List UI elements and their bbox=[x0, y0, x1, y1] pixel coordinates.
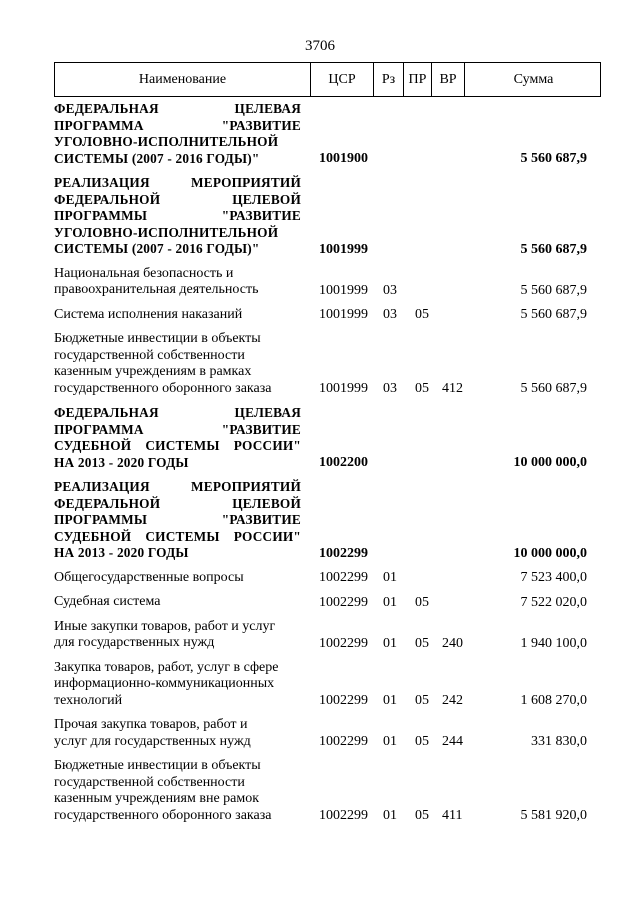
table-row bbox=[54, 101, 601, 167]
table-row bbox=[54, 307, 601, 324]
row-codes bbox=[54, 380, 601, 397]
row-name-line: правоохранительная деятельность bbox=[54, 282, 259, 297]
row-name-line: ПРОГРАММА "РАЗВИТИЕ bbox=[54, 421, 301, 437]
cell-csr: 1002299 bbox=[319, 808, 368, 823]
table-row bbox=[54, 717, 601, 750]
cell-pr: 05 bbox=[415, 307, 429, 322]
cell-csr: 1001900 bbox=[319, 151, 368, 166]
row-name-line: Бюджетные инвестиции в объекты bbox=[54, 758, 261, 773]
cell-sum: 331 830,0 bbox=[531, 734, 587, 749]
cell-sum: 5 560 687,9 bbox=[520, 307, 587, 322]
header-pr: ПР bbox=[403, 63, 431, 96]
row-name-line: УГОЛОВНО-ИСПОЛНИТЕЛЬНОЙ bbox=[54, 224, 279, 240]
row-codes bbox=[54, 594, 601, 611]
row-name-line: ПРОГРАММЫ "РАЗВИТИЕ bbox=[54, 512, 301, 527]
cell-sum: 1 608 270,0 bbox=[520, 693, 587, 708]
header-vr: ВР bbox=[431, 63, 464, 96]
row-name-line: ПРОГРАММЫ "РАЗВИТИЕ bbox=[54, 208, 301, 223]
row-codes bbox=[54, 545, 601, 562]
page-number: 3706 bbox=[305, 38, 335, 54]
cell-csr: 1002299 bbox=[319, 545, 368, 561]
cell-rz: 01 bbox=[383, 693, 397, 708]
row-codes bbox=[54, 569, 601, 586]
row-codes bbox=[54, 454, 601, 471]
row-name-line: ФЕДЕРАЛЬНОЙ ЦЕЛЕВОЙ bbox=[54, 495, 301, 511]
cell-pr: 05 bbox=[415, 594, 429, 610]
header-sum: Сумма bbox=[464, 63, 602, 96]
row-name-line: НА 2013 - 2020 ГОДЫ bbox=[54, 454, 189, 470]
cell-sum: 5 560 687,9 bbox=[520, 381, 587, 396]
cell-vr: 411 bbox=[442, 808, 463, 823]
row-name-line: информационно-коммуникационных bbox=[54, 676, 275, 691]
cell-csr: 1001999 bbox=[319, 241, 368, 257]
row-name-line: Иные закупки товаров, работ и услуг bbox=[54, 618, 276, 634]
table-row bbox=[54, 660, 601, 710]
cell-vr: 242 bbox=[442, 693, 463, 708]
table-row bbox=[54, 331, 601, 397]
cell-csr: 1002299 bbox=[319, 594, 368, 610]
row-codes bbox=[54, 692, 601, 709]
row-name-line: Закупка товаров, работ, услуг в сфере bbox=[54, 659, 279, 675]
row-name-line: НА 2013 - 2020 ГОДЫ bbox=[54, 545, 189, 560]
table-body bbox=[54, 101, 601, 824]
cell-sum: 5 560 687,9 bbox=[520, 151, 587, 166]
header-rz: Рз bbox=[373, 63, 403, 96]
cell-vr: 412 bbox=[442, 381, 463, 396]
row-name-line: услуг для государственных нужд bbox=[54, 733, 251, 749]
row-name-line: технологий bbox=[54, 692, 123, 708]
cell-vr: 240 bbox=[442, 635, 463, 651]
row-name-line: государственной собственности bbox=[54, 774, 245, 790]
cell-csr: 1002299 bbox=[319, 734, 368, 749]
cell-csr: 1001999 bbox=[319, 381, 368, 396]
row-codes bbox=[54, 635, 601, 652]
cell-sum: 10 000 000,0 bbox=[513, 545, 587, 561]
row-codes bbox=[54, 807, 601, 824]
header-name: Наименование bbox=[138, 72, 227, 87]
row-name-line: ФЕДЕРАЛЬНАЯ ЦЕЛЕВАЯ bbox=[54, 405, 301, 420]
row-codes bbox=[54, 241, 601, 258]
cell-pr: 05 bbox=[415, 734, 429, 749]
table-row bbox=[54, 175, 601, 258]
cell-rz: 03 bbox=[383, 381, 397, 396]
cell-rz: 01 bbox=[383, 808, 397, 823]
cell-rz: 03 bbox=[383, 307, 397, 322]
cell-sum: 1 940 100,0 bbox=[520, 635, 587, 651]
cell-pr: 05 bbox=[415, 635, 429, 651]
row-name-line: государственного оборонного заказа bbox=[54, 380, 272, 396]
row-codes bbox=[54, 150, 601, 167]
row-name-line: Система исполнения наказаний bbox=[54, 306, 243, 322]
table-row bbox=[54, 758, 601, 824]
table-row bbox=[54, 594, 601, 611]
row-name-line: Национальная безопасность и bbox=[54, 265, 234, 281]
header-csr: ЦСР bbox=[310, 63, 373, 96]
row-name-line: РЕАЛИЗАЦИЯ МЕРОПРИЯТИЙ bbox=[54, 479, 301, 494]
row-name-line: государственной собственности bbox=[54, 347, 245, 363]
cell-pr: 05 bbox=[415, 381, 429, 396]
table-row bbox=[54, 619, 601, 652]
row-name-line: ФЕДЕРАЛЬНАЯ ЦЕЛЕВАЯ bbox=[54, 101, 301, 116]
table-row bbox=[54, 570, 601, 587]
row-name-line: УГОЛОВНО-ИСПОЛНИТЕЛЬНОЙ bbox=[54, 134, 279, 149]
row-name-line: Общегосударственные вопросы bbox=[54, 569, 244, 585]
row-name-line: казенным учреждениям в рамках bbox=[54, 364, 252, 379]
row-name-line: СИСТЕМЫ (2007 - 2016 ГОДЫ)" bbox=[54, 150, 260, 166]
table-row bbox=[54, 266, 601, 299]
row-codes bbox=[54, 282, 601, 299]
row-name-line: для государственных нужд bbox=[54, 635, 215, 650]
row-name-line: РЕАЛИЗАЦИЯ МЕРОПРИЯТИЙ bbox=[54, 175, 301, 190]
cell-sum: 5 581 920,0 bbox=[520, 808, 587, 823]
cell-sum: 7 523 400,0 bbox=[520, 570, 587, 585]
table-row bbox=[54, 479, 601, 562]
row-name-line: Прочая закупка товаров, работ и bbox=[54, 717, 248, 732]
cell-pr: 05 bbox=[415, 693, 429, 708]
row-name-line: Судебная система bbox=[54, 594, 161, 609]
budget-table bbox=[54, 62, 601, 832]
row-name-line: государственного оборонного заказа bbox=[54, 807, 272, 823]
row-name-line: СУДЕБНОЙ СИСТЕМЫ РОССИИ" bbox=[54, 528, 301, 544]
cell-sum: 10 000 000,0 bbox=[513, 455, 587, 470]
cell-sum: 5 560 687,9 bbox=[520, 282, 587, 298]
cell-vr: 244 bbox=[442, 734, 463, 749]
row-name-line: ПРОГРАММА "РАЗВИТИЕ bbox=[54, 117, 301, 133]
row-name-line: казенным учреждениям вне рамок bbox=[54, 791, 260, 806]
cell-rz: 01 bbox=[383, 570, 397, 585]
cell-csr: 1002299 bbox=[319, 635, 368, 651]
row-name-line: ФЕДЕРАЛЬНОЙ ЦЕЛЕВОЙ bbox=[54, 191, 301, 207]
cell-csr: 1001999 bbox=[319, 307, 368, 322]
cell-rz: 03 bbox=[383, 282, 397, 298]
cell-rz: 01 bbox=[383, 734, 397, 749]
row-name-line: СИСТЕМЫ (2007 - 2016 ГОДЫ)" bbox=[54, 241, 260, 256]
cell-pr: 05 bbox=[415, 808, 429, 823]
table-row bbox=[54, 405, 601, 471]
row-codes bbox=[54, 306, 601, 323]
cell-sum: 7 522 020,0 bbox=[520, 594, 587, 610]
cell-rz: 01 bbox=[383, 635, 397, 651]
cell-rz: 01 bbox=[383, 594, 397, 610]
cell-csr: 1002299 bbox=[319, 693, 368, 708]
row-name-line: Бюджетные инвестиции в объекты bbox=[54, 331, 261, 346]
row-codes bbox=[54, 733, 601, 750]
cell-csr: 1002200 bbox=[319, 455, 368, 470]
cell-sum: 5 560 687,9 bbox=[520, 241, 587, 257]
table-header bbox=[54, 62, 601, 97]
cell-csr: 1001999 bbox=[319, 282, 368, 298]
cell-csr: 1002299 bbox=[319, 570, 368, 585]
row-name-line: СУДЕБНОЙ СИСТЕМЫ РОССИИ" bbox=[54, 438, 301, 453]
